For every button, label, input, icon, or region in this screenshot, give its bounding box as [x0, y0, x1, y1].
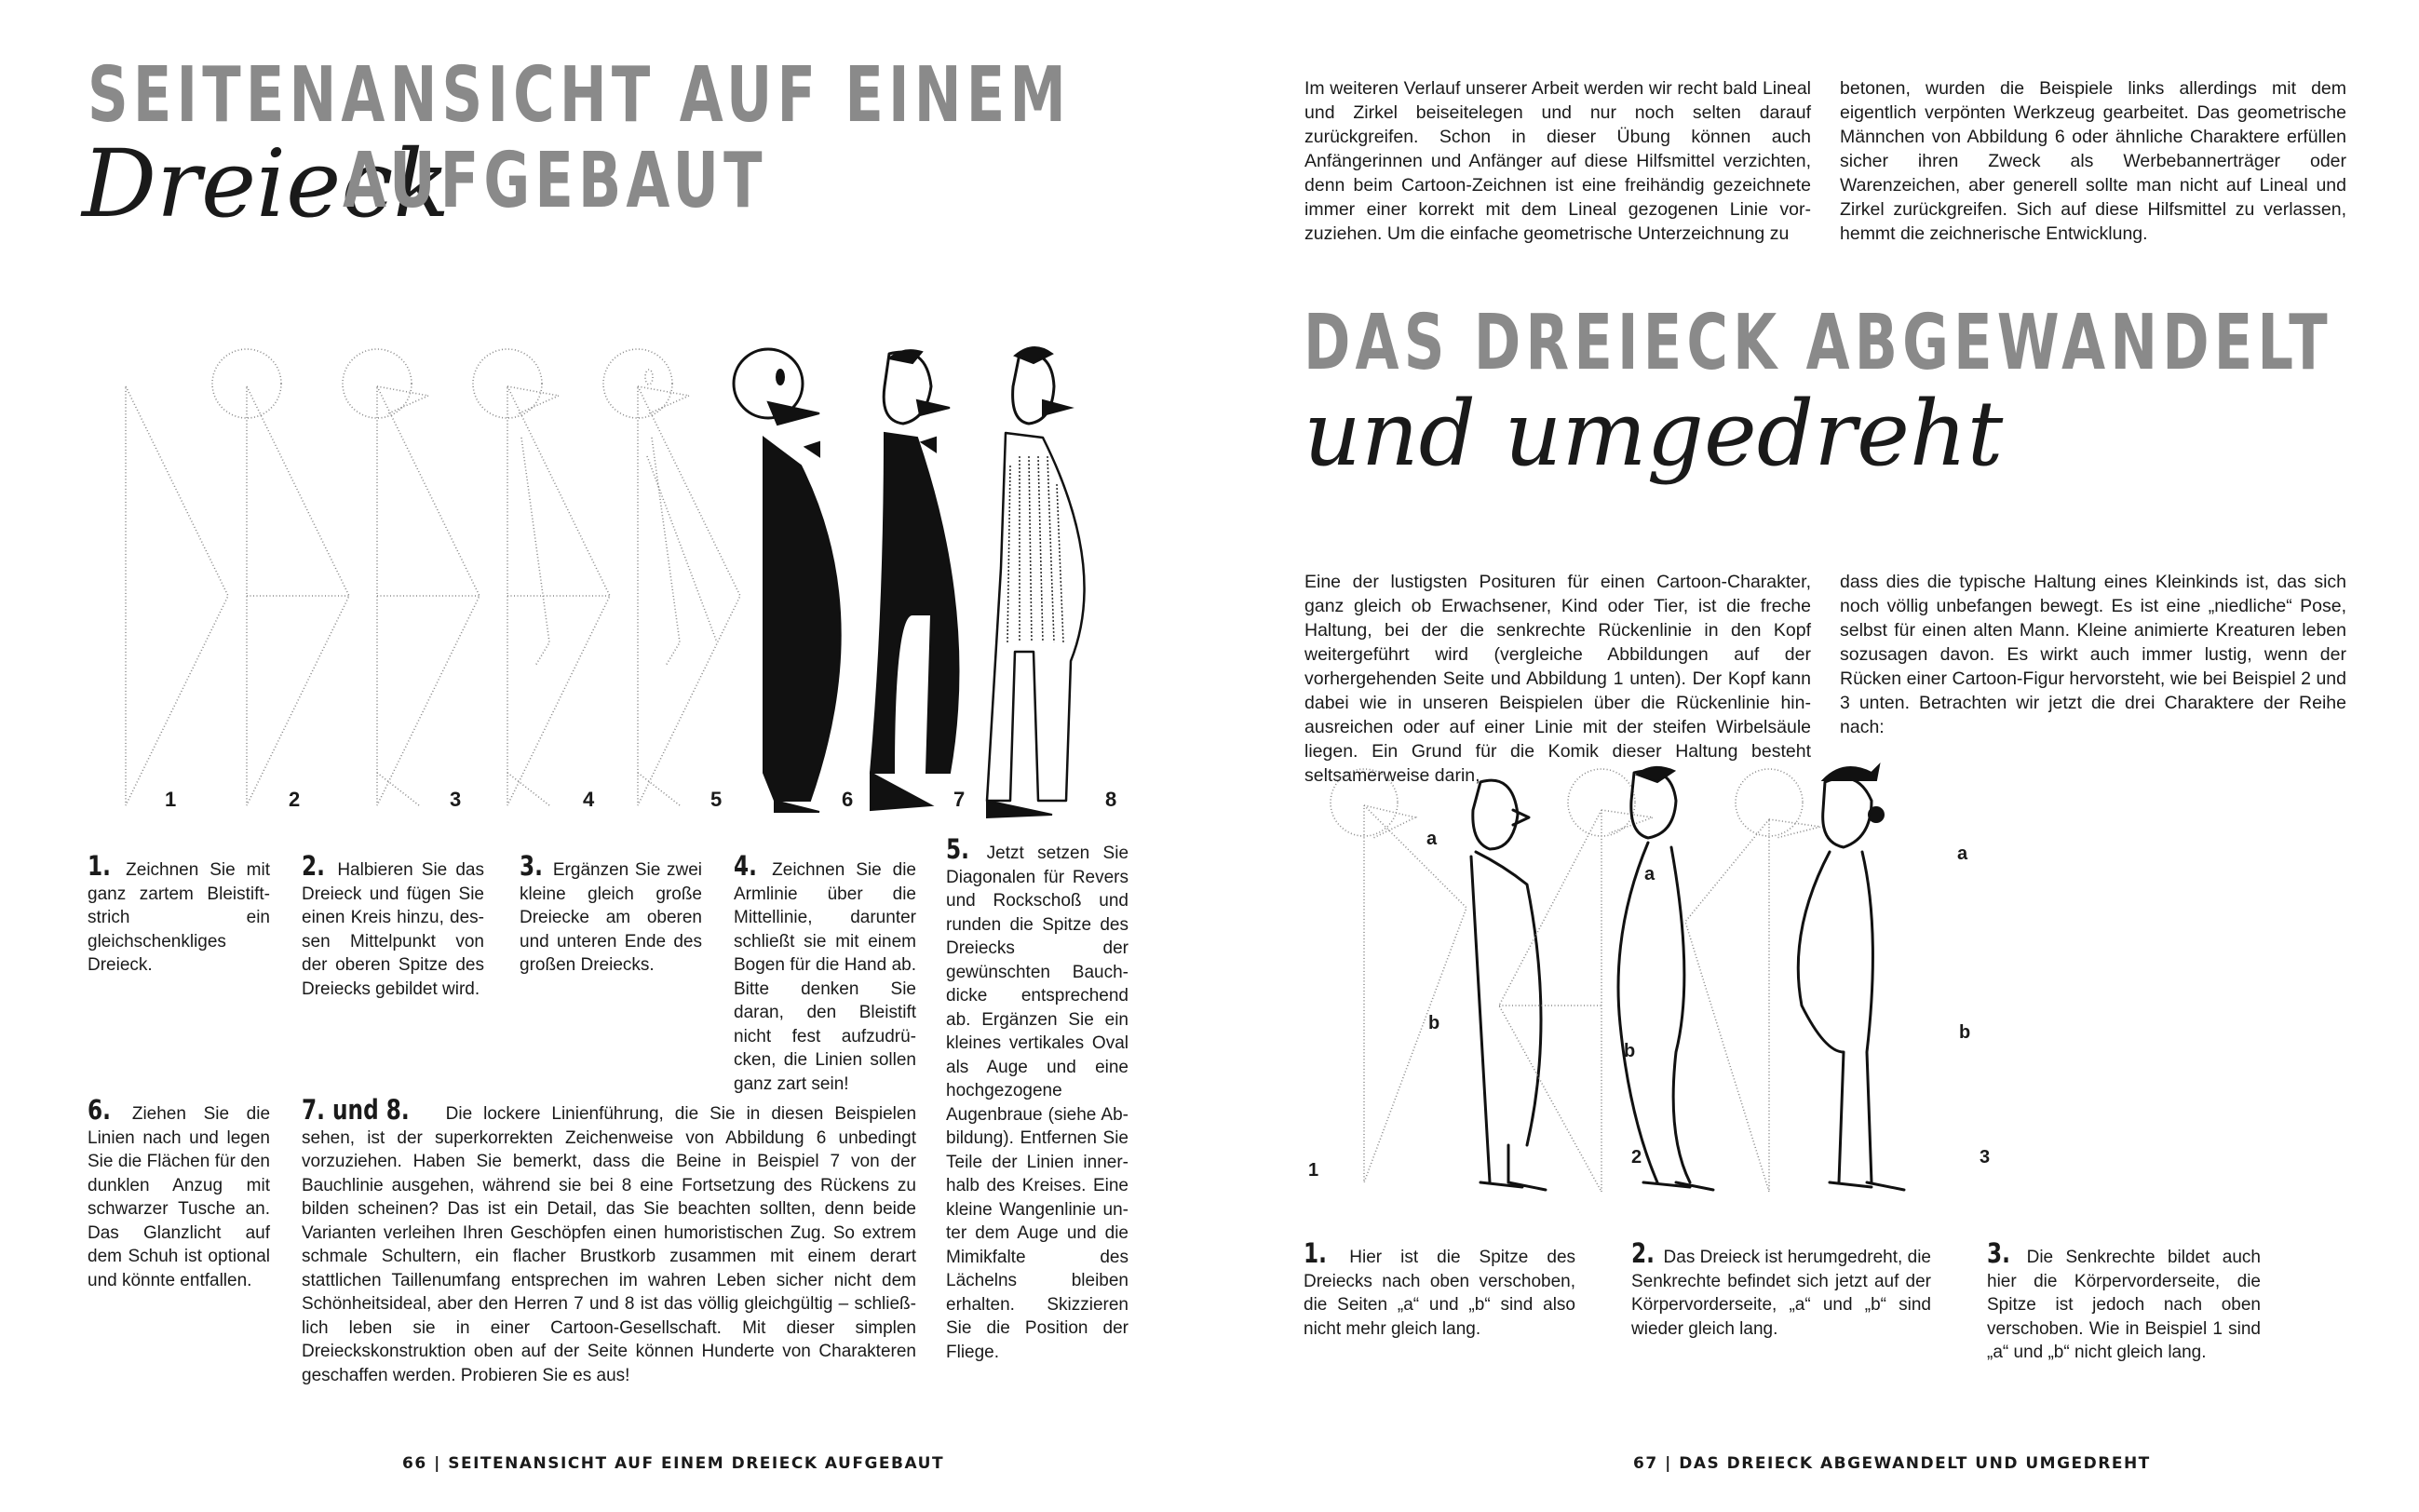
label-a-fig2: a — [1644, 864, 1655, 884]
caption-6-num: 6. — [88, 1094, 111, 1126]
figure-6-inked-suit — [734, 349, 841, 812]
label-2-variant: 2 — [1631, 1147, 1642, 1168]
right-intro-col2: betonen, wurden die Beispiele links allerdings mit dem eigentlich verpönten Werkzeug gearbeitet. Das geometrische Männchen von Abbildung 6 oder ähnliche Charaktere erfüllen sicher ihren Zweck als Werbebannerträger oder Warenzeichen, aber generell sollte man nicht auf Lineal und Zirkel zurückgreifen. Sich auf diese Hilfsmittel zu verlassen, hemmt die zeichnerische Entwicklung. — [1840, 78, 2346, 244]
right-body-col1: Eine der lustigsten Posituren für einen Cartoon-Charakter, ganz gleich ob Erwachsener, Kind oder Tier, ist die freche Haltung, bei der die senkrechte Rückenlinie in den Kopf weitergeführt wird (vergleiche Abbildungen auf der vorhergehenden Seite und Abbildung 1 unten). Der Kopf kann dabei wie in unseren Beispielen über die Rückenlinie hinausreichen oder auf einer Linie mit der steifen Wirbelsäule liegen. Ein Grund für die Komik dieser Haltung besteht seltsamerweise darin, — [1304, 572, 1811, 786]
variant-3-construction — [1685, 769, 1820, 1192]
left-headline-line1: SEITENANSICHT AUF EINEM — [88, 51, 1071, 140]
fig-num-7: 7 — [953, 788, 966, 811]
caption-2-text: Halbieren Sie das Dreieck und fügen Sie einen Kreis hinzu, dessen Mittelpunkt von der oberen Spitze des Dreiecks gebildet wird. — [302, 860, 484, 999]
label-b-fig1: b — [1428, 1013, 1440, 1033]
right-body-col2: dass dies die typische Haltung eines Kleinkinds ist, das sich noch völlig unbefangen bewegt. Es ist eine „niedliche“ Pose, selbst für einen alten Mann. Kleine animierte Kreaturen leben sozusagen davon. Es wirkt auch immer lustig, wenn der Rücken einer Cartoon-Figur hervorsteht, wie bei Beispiel 2 und 3 unten. Betrachten wir jetzt die drei Charaktere der Reihe nach: — [1840, 572, 2346, 737]
caption-7-8 — [302, 1094, 917, 1387]
variant-caption-2-num: 2. — [1631, 1237, 1655, 1269]
caption-3 — [520, 850, 702, 978]
left-footer-separator: | — [434, 1454, 441, 1473]
caption-3-num: 3. — [520, 850, 543, 882]
variant-caption-1 — [1304, 1237, 1576, 1341]
variant-3-character — [1798, 765, 1904, 1190]
variant-caption-2-text: Das Dreieck ist herumgedreht, die Senkrechte befindet sich jetzt auf der Körpervorderseite, „a“ und „b“ sind wieder gleich lang. — [1631, 1248, 1931, 1339]
caption-4-text: Zeichnen Sie die Armlinie über die Mittellinie, darunter schließt sie mit einem Bogen für die Hand ab. Bitte denken Sie daran, den Bleistift nicht fest aufzudrücken, die Linien sollen ganz zart sein! — [734, 860, 916, 1094]
fig-num-4: 4 — [583, 788, 595, 811]
caption-6 — [88, 1094, 271, 1292]
left-page-number: 66 — [402, 1454, 427, 1473]
caption-7-8-num: 7. und 8. — [302, 1094, 410, 1126]
fig-num-5: 5 — [710, 788, 723, 811]
right-intro-col1: Im weiteren Verlauf unserer Arbeit werden wir recht bald Lineal und Zirkel beiseitelegen und nur noch selten darauf zurückgreifen. Schon in dieser Übung können auch Anfängerinnen und Anfänger auf diese Hilfsmittel verzichten, denn beim Cartoon-Zeichnen ist eine freihändig gezeichnete immer einer korrekt mit dem Lineal gezogenen Linie vorzuziehen. Um die einfache geometrische Unterzeichnung zu — [1304, 78, 1811, 244]
caption-1-text: Zeichnen Sie mit ganz zartem Bleistiftstrich ein gleichschenkliges Dreieck. — [88, 860, 270, 975]
label-3-variant: 3 — [1980, 1147, 1991, 1168]
variant-2-construction — [1499, 769, 1653, 1192]
right-page-number: 67 — [1633, 1454, 1658, 1473]
variant-caption-1-num: 1. — [1304, 1237, 1327, 1269]
caption-5-num: 5. — [946, 833, 969, 865]
variant-caption-3-num: 3. — [1987, 1237, 2010, 1269]
left-headline-line2: AUFGEBAUT — [343, 137, 767, 225]
caption-5-text: Jetzt setzen Sie Diagonalen für Revers und Rockschoß und runden die Spitze des Dreiecks der gewünschten Bauchdicke entsprechend ab. Ergänzen Sie ein kleines vertikales Oval als Auge und eine hochgezogene Augenbraue (siehe Abbildung). Entfernen Sie Teile der Linien innerhalb des Kreises. Eine kleine Wangenlinie unter dem Auge und die Mimikfalte des Lächelns bleiben erhalten. Skizzieren Sie die Position der Fliege. — [946, 844, 1129, 1362]
caption-4 — [734, 850, 916, 1096]
figure-7-gentleman — [871, 350, 958, 810]
variant-caption-2 — [1631, 1237, 1931, 1341]
variant-1-construction — [1331, 769, 1466, 1182]
caption-6-text: Ziehen Sie die Linien nach und legen Sie die Flächen für den dunklen Anzug mit schwarzer Tusche an. Das Glanzlicht auf dem Schuh ist optional und könnte entfallen. — [88, 1104, 271, 1290]
caption-5 — [946, 833, 1129, 1364]
label-1-variant: 1 — [1308, 1160, 1319, 1181]
variant-1-character — [1471, 780, 1546, 1190]
figure-1-triangle — [126, 386, 228, 805]
caption-1 — [88, 850, 270, 978]
figure-8-pinstripe-gentleman — [987, 347, 1085, 817]
figure-5-lapels-eye — [603, 349, 740, 805]
label-b-fig2: b — [1624, 1041, 1636, 1061]
left-footer — [402, 1454, 944, 1473]
fig-num-3: 3 — [450, 788, 462, 811]
figure-4-arm-line — [473, 349, 610, 805]
right-headline-script: und umgedreht — [1304, 382, 2004, 486]
caption-2 — [302, 850, 484, 1001]
right-headline-line1: DAS DREIECK ABGEWANDELT — [1304, 299, 2332, 387]
fig-num-1: 1 — [165, 788, 177, 811]
variant-caption-3-text: Die Senkrechte bildet auch hier die Körpervorderseite, die Spitze ist jedoch nach oben verschoben. Wie in Beispiel 1 sind „a“ und „b“ nicht gleich lang. — [1987, 1248, 2261, 1362]
caption-1-num: 1. — [88, 850, 111, 882]
variant-2-character — [1618, 767, 1713, 1190]
left-headline-script: Dreieck — [82, 129, 450, 238]
label-b-fig3: b — [1959, 1022, 1971, 1043]
fig-num-6: 6 — [842, 788, 854, 811]
figure-2-triangle-circle — [212, 349, 349, 805]
right-footer-title: DAS DREIECK ABGEWANDELT UND UMGEDREHT — [1679, 1454, 2151, 1473]
variant-figures — [1322, 745, 2328, 1229]
variant-caption-3 — [1987, 1237, 2261, 1365]
fig-num-2: 2 — [289, 788, 301, 811]
left-footer-title: SEITENANSICHT AUF EINEM DREIECK AUFGEBAUT — [448, 1454, 945, 1473]
label-a-fig1: a — [1426, 829, 1438, 849]
variant-caption-1-text: Hier ist die Spitze des Dreiecks nach oben verschoben, die Seiten „a“ und „b“ sind also nicht mehr gleich lang. — [1304, 1248, 1576, 1339]
label-a-fig3: a — [1957, 844, 1968, 864]
caption-4-num: 4. — [734, 850, 757, 882]
caption-3-text: Ergänzen Sie zwei kleine gleich große Dreiecke am oberen und unteren Ende des großen Dreiecks. — [520, 860, 702, 975]
fig-num-8: 8 — [1105, 788, 1117, 811]
right-footer — [1633, 1454, 2151, 1473]
figure-3-small-triangles — [343, 349, 480, 805]
triangle-construction-figures — [112, 335, 1145, 819]
caption-2-num: 2. — [302, 850, 325, 882]
right-footer-separator: | — [1665, 1454, 1672, 1473]
caption-7-8-text: Die lockere Linienführung, die Sie in diesen Beispielen sehen, ist der superkorrekten Zeichenweise von Abbildung 6 unbedingt vorzuziehen. Haben Sie bemerkt, dass die Beine in Beispiel 7 von der Bauchlinie ausgehen, während sie bei 8 eine Fortsetzung des Rückens zu bilden scheinen? Das ist ein Detail, das Sie beachten sollten, denn beide Varianten verleihen Ihren Geschöpfen einen humoristischen Zug. So extrem schmale Schultern, ein flacher Brustkorb zusammen mit einem derart stattlichen Taillenumfang entsprechen im wahren Leben sicher nicht dem Schönheitsideal, aber den Herren 7 und 8 ist das völlig gleichgültig – schließlich leben sie in einer Cartoon-Gesellschaft. Mit dieser simplen Dreieckskonstruktion oben auf der Seite können Hunderte von Charakteren geschaffen werden. Probieren Sie es aus! — [302, 1104, 917, 1385]
